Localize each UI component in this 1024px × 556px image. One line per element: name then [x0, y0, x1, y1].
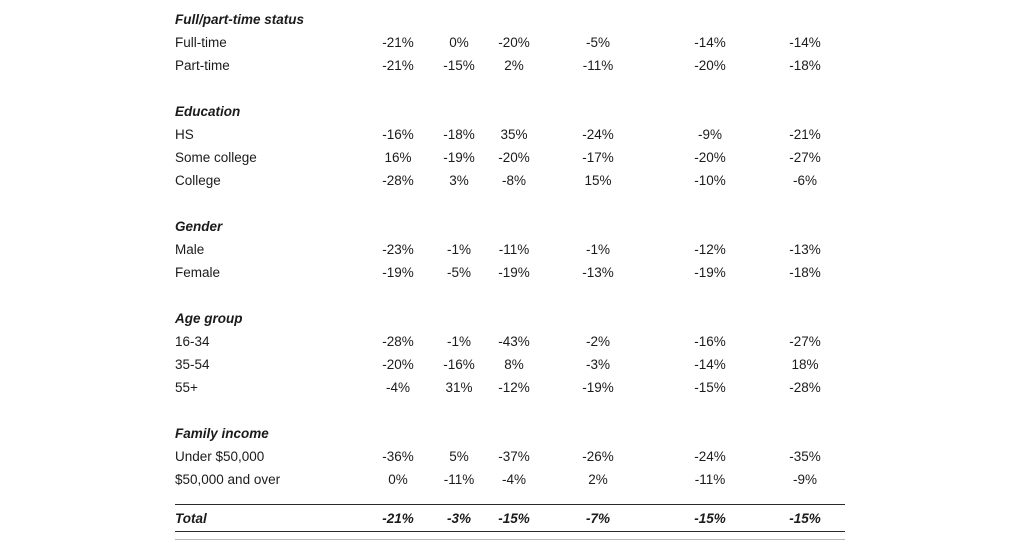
value-cell: -36%: [382, 449, 414, 464]
table-row: [175, 330, 845, 353]
value-cell: -1%: [446, 334, 471, 349]
value-cell: -12%: [498, 380, 530, 395]
section-header: Family income: [175, 426, 269, 441]
value-cell: -11%: [498, 242, 530, 257]
table-row: [175, 261, 845, 284]
row-label: Some college: [175, 150, 257, 165]
table-row: [175, 54, 845, 77]
value-cell: -20%: [498, 35, 530, 50]
value-cell: -1%: [446, 242, 471, 257]
section-header: Full/part-time status: [175, 12, 305, 27]
value-cell: -27%: [789, 150, 821, 165]
table-row: [175, 468, 845, 491]
bottom-rule: [175, 532, 845, 540]
value-cell: -19%: [694, 265, 726, 280]
row-label: 35-54: [175, 357, 210, 372]
table-row: [175, 353, 845, 376]
value-cell: -37%: [498, 449, 530, 464]
row-label: Male: [175, 242, 205, 257]
value-cell: -21%: [382, 58, 414, 73]
value-cell: -19%: [382, 265, 414, 280]
value-cell: -9%: [697, 127, 722, 142]
value-cell: -26%: [582, 449, 614, 464]
value-cell: -6%: [793, 173, 818, 188]
value-cell: 16%: [384, 150, 412, 165]
section-header: Age group: [175, 311, 243, 326]
section-header: Education: [175, 104, 241, 119]
value-cell: -21%: [382, 35, 414, 50]
table-row: [175, 169, 845, 192]
value-cell: -43%: [498, 334, 530, 349]
value-cell: 8%: [504, 357, 524, 372]
total-value: -21%: [365, 505, 431, 532]
value-cell: 5%: [449, 449, 469, 464]
value-cell: -11%: [694, 472, 726, 487]
value-cell: -15%: [443, 58, 475, 73]
value-cell: -23%: [382, 242, 414, 257]
row-label: Female: [175, 265, 221, 280]
value-cell: -5%: [446, 265, 471, 280]
table-row: [175, 238, 845, 261]
value-cell: 15%: [584, 173, 612, 188]
section-header-row: [175, 215, 845, 238]
value-cell: 2%: [504, 58, 524, 73]
value-cell: -16%: [443, 357, 475, 372]
value-cell: -12%: [694, 242, 726, 257]
value-cell: 3%: [449, 173, 469, 188]
value-cell: 35%: [500, 127, 528, 142]
total-value: -15%: [487, 505, 541, 532]
value-cell: -5%: [585, 35, 610, 50]
row-label: Part-time: [175, 58, 230, 73]
value-cell: 18%: [791, 357, 819, 372]
value-cell: -15%: [694, 380, 726, 395]
section-header-row: [175, 8, 845, 31]
pre-total-spacer: [175, 491, 845, 505]
value-cell: -14%: [694, 35, 726, 50]
value-cell: 0%: [388, 472, 408, 487]
table-row: [175, 146, 845, 169]
value-cell: -13%: [582, 265, 614, 280]
section-spacer: [175, 192, 845, 215]
row-label: Under $50,000: [175, 449, 265, 464]
value-cell: -11%: [443, 472, 475, 487]
section-spacer: [175, 284, 845, 307]
value-cell: -17%: [582, 150, 614, 165]
value-cell: -24%: [582, 127, 614, 142]
value-cell: 2%: [588, 472, 608, 487]
value-cell: -20%: [694, 58, 726, 73]
value-cell: -27%: [789, 334, 821, 349]
value-cell: -20%: [498, 150, 530, 165]
total-value: -7%: [541, 505, 655, 532]
section-spacer: [175, 399, 845, 422]
demographics-table: [175, 8, 845, 540]
value-cell: -28%: [382, 334, 414, 349]
value-cell: -3%: [585, 357, 610, 372]
table-footer: [175, 491, 845, 540]
value-cell: -9%: [793, 472, 818, 487]
row-label: 16-34: [175, 334, 210, 349]
total-value: -15%: [655, 505, 765, 532]
row-label: 55+: [175, 380, 198, 395]
row-label: Full-time: [175, 35, 227, 50]
value-cell: -2%: [585, 334, 610, 349]
section-header-row: [175, 100, 845, 123]
value-cell: -14%: [694, 357, 726, 372]
total-value: -15%: [765, 505, 845, 532]
value-cell: -10%: [694, 173, 726, 188]
row-label: HS: [175, 127, 194, 142]
row-label: $50,000 and over: [175, 472, 281, 487]
table-row: [175, 445, 845, 468]
section-spacer: [175, 77, 845, 100]
table-body: [175, 8, 845, 491]
total-value: -3%: [431, 505, 487, 532]
value-cell: -20%: [382, 357, 414, 372]
value-cell: -21%: [789, 127, 821, 142]
value-cell: -4%: [385, 380, 410, 395]
value-cell: -11%: [582, 58, 614, 73]
table-row: [175, 123, 845, 146]
value-cell: -1%: [585, 242, 610, 257]
value-cell: -19%: [582, 380, 614, 395]
value-cell: -19%: [498, 265, 530, 280]
value-cell: 0%: [449, 35, 469, 50]
value-cell: -24%: [694, 449, 726, 464]
section-header-row: [175, 422, 845, 445]
table-row: [175, 31, 845, 54]
value-cell: -13%: [789, 242, 821, 257]
value-cell: -16%: [694, 334, 726, 349]
total-label: Total: [175, 505, 365, 532]
value-cell: -4%: [501, 472, 526, 487]
value-cell: -18%: [443, 127, 475, 142]
value-cell: -16%: [382, 127, 414, 142]
value-cell: -19%: [443, 150, 475, 165]
section-header-row: [175, 307, 845, 330]
value-cell: -14%: [789, 35, 821, 50]
value-cell: -28%: [789, 380, 821, 395]
value-cell: -18%: [789, 265, 821, 280]
value-cell: -28%: [382, 173, 414, 188]
table-row: [175, 376, 845, 399]
value-cell: -18%: [789, 58, 821, 73]
value-cell: 31%: [445, 380, 473, 395]
total-row: [175, 505, 845, 532]
section-header: Gender: [175, 219, 223, 234]
value-cell: -20%: [694, 150, 726, 165]
value-cell: -35%: [789, 449, 821, 464]
value-cell: -8%: [501, 173, 526, 188]
row-label: College: [175, 173, 221, 188]
